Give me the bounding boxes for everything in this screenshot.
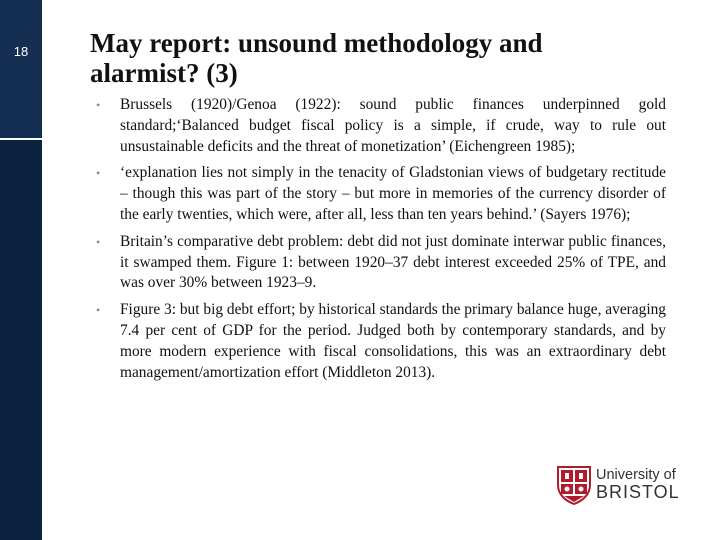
sidebar-divider: [0, 138, 42, 140]
bullet-marker: •: [96, 98, 101, 112]
bullet-marker: •: [96, 303, 101, 318]
bullet-text: ‘explanation lies not simply in the tenacity of Gladstonian views of budgetary rectitude – though this was part of the story – but more in memories of the currency disorder of the early twenties, which were, after all, less than ten years behind.’ (Sayers 1976);: [120, 164, 666, 223]
slide-number: 18: [13, 44, 29, 59]
university-crest-icon: [556, 465, 592, 505]
bullet-list: [94, 95, 666, 389]
bullet-text: Figure 3: but big debt effort; by historical standards the primary balance huge, averaging 7.4 per cent of GDP for the period. Judged both by contemporary standards, and by more modern experience with fiscal consolidations, this was an extraordinary debt management/amortization effort (Middleton 2013).: [120, 301, 666, 381]
bullet-marker: •: [96, 166, 101, 181]
bullet-item: [94, 232, 666, 294]
slide-title-line-1: May report: unsound methodology and: [90, 28, 543, 58]
sidebar-number-panel: [0, 0, 42, 138]
slide-title-line-2: alarmist? (3): [90, 58, 238, 88]
bullet-item: [94, 163, 666, 225]
sidebar-bar: [0, 0, 42, 540]
university-logo: [556, 462, 686, 506]
logo-text-bristol: BRISTOL: [596, 482, 680, 502]
bullet-marker: •: [96, 234, 101, 249]
bullet-text: Britain’s comparative debt problem: debt did not just dominate interwar public finances, it swamped them. Figure 1: between 1920–37 debt interest exceeded 25% of TPE, and was over 30% between 1923–9.: [120, 232, 666, 292]
bullet-text: Brussels (1920)/Genoa (1922): sound public finances underpinned gold standard;‘Balanced budget fiscal policy is a simple, if crude, way to rule out unsustainable deficits and the threat of monetization’ (Eichengreen 1985);: [120, 96, 666, 155]
slide-title: [90, 28, 690, 88]
logo-text-university-of: University of: [596, 467, 676, 483]
bullet-item: [94, 300, 666, 383]
bullet-item: [94, 95, 666, 157]
